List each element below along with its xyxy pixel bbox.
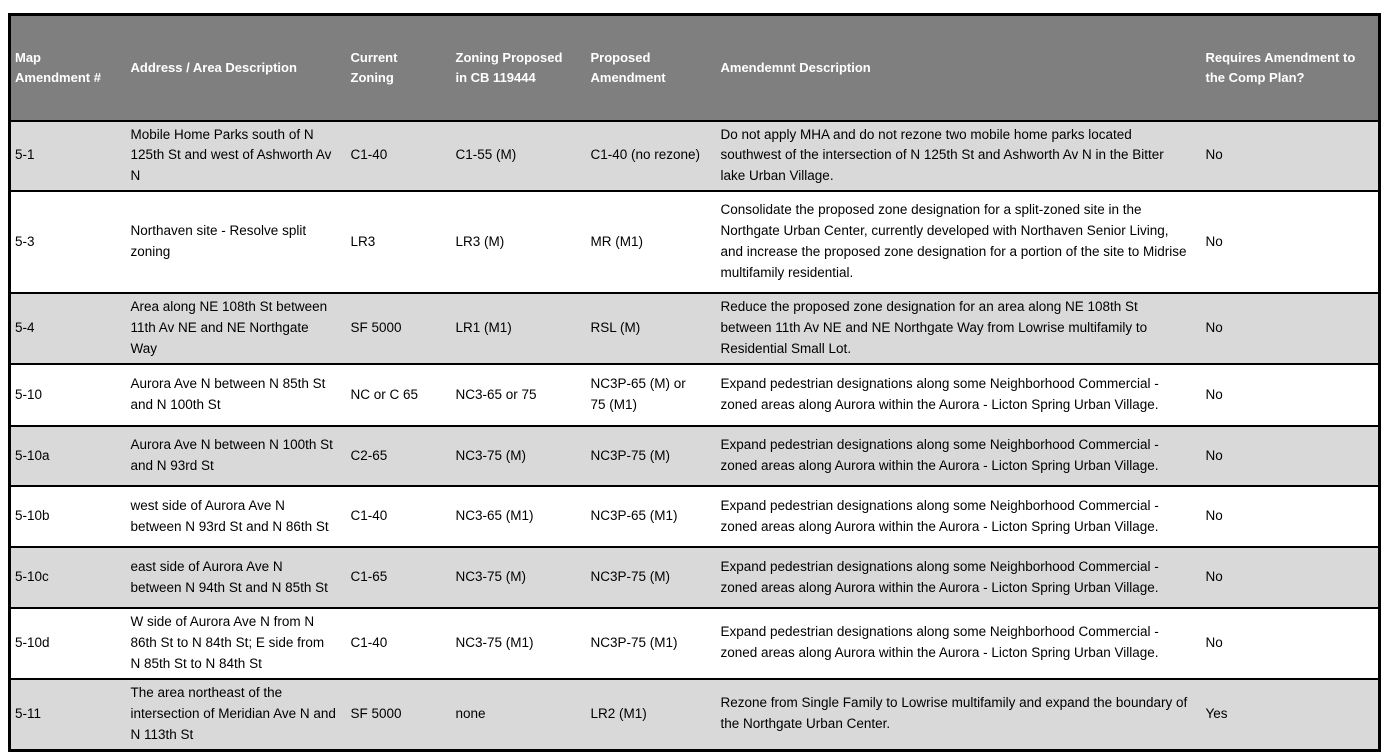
cell-zoning-cb: NC3-75 (M1) [452,608,587,679]
column-header-proposed-amendment: Proposed Amendment [587,15,715,121]
cell-description: Expand pedestrian designations along some Neighborhood Commercial - zoned areas along Aurora within the Aurora - Licton Spring Urban Village. [715,547,1202,608]
cell-current-zoning: NC or C 65 [347,364,452,426]
cell-address: Aurora Ave N between N 85th St and N 100th St [127,364,347,426]
cell-zoning-cb: none [452,679,587,750]
cell-address: west side of Aurora Ave N between N 93rd St and N 86th St [127,486,347,547]
cell-requires-comp-plan: No [1202,547,1380,608]
cell-proposed-amendment: NC3P-75 (M) [587,426,715,486]
cell-requires-comp-plan: No [1202,293,1380,364]
table-row [10,547,1380,608]
map-amendments-table [8,13,1381,752]
column-header-current-zoning: Current Zoning [347,15,452,121]
cell-map-amendment-id: 5-10d [10,608,127,679]
cell-zoning-cb: NC3-75 (M) [452,426,587,486]
cell-description: Expand pedestrian designations along some Neighborhood Commercial - zoned areas along Aurora within the Aurora - Licton Spring Urban Village. [715,426,1202,486]
cell-map-amendment-id: 5-4 [10,293,127,364]
cell-description: Rezone from Single Family to Lowrise multifamily and expand the boundary of the Northgate Urban Center. [715,679,1202,750]
cell-address: Aurora Ave N between N 100th St and N 93rd St [127,426,347,486]
cell-proposed-amendment: C1-40 (no rezone) [587,121,715,192]
cell-proposed-amendment: MR (M1) [587,191,715,293]
table-row [10,426,1380,486]
header-row [10,15,1380,121]
cell-proposed-amendment: NC3P-75 (M) [587,547,715,608]
cell-map-amendment-id: 5-10a [10,426,127,486]
cell-zoning-cb: NC3-65 or 75 [452,364,587,426]
column-header-address: Address / Area Description [127,15,347,121]
table-row [10,191,1380,293]
cell-address: Area along NE 108th St between 11th Av NE and NE Northgate Way [127,293,347,364]
cell-description: Expand pedestrian designations along some Neighborhood Commercial - zoned areas along Aurora within the Aurora - Licton Spring Urban Village. [715,608,1202,679]
cell-map-amendment-id: 5-10c [10,547,127,608]
column-header-requires-comp-plan: Requires Amendment to the Comp Plan? [1202,15,1380,121]
table-row [10,608,1380,679]
table-body [10,121,1380,751]
cell-address: Northaven site - Resolve split zoning [127,191,347,293]
table-row [10,121,1380,192]
cell-proposed-amendment: NC3P-75 (M1) [587,608,715,679]
cell-proposed-amendment: RSL (M) [587,293,715,364]
cell-map-amendment-id: 5-10b [10,486,127,547]
cell-proposed-amendment: NC3P-65 (M1) [587,486,715,547]
cell-description: Consolidate the proposed zone designation for a split-zoned site in the Northgate Urban Center, currently developed with Northaven Senior Living, and increase the proposed zone designation for a portion of the site to Midrise multifamily residential. [715,191,1202,293]
cell-current-zoning: C2-65 [347,426,452,486]
cell-current-zoning: LR3 [347,191,452,293]
cell-address: W side of Aurora Ave N from N 86th St to N 84th St; E side from N 85th St to N 84th St [127,608,347,679]
cell-current-zoning: SF 5000 [347,293,452,364]
cell-description: Expand pedestrian designations along some Neighborhood Commercial - zoned areas along Aurora within the Aurora - Licton Spring Urban Village. [715,364,1202,426]
cell-requires-comp-plan: No [1202,191,1380,293]
cell-zoning-cb: NC3-75 (M) [452,547,587,608]
cell-proposed-amendment: NC3P-65 (M) or 75 (M1) [587,364,715,426]
table-row [10,293,1380,364]
cell-map-amendment-id: 5-1 [10,121,127,192]
cell-current-zoning: C1-40 [347,486,452,547]
cell-map-amendment-id: 5-10 [10,364,127,426]
cell-address: Mobile Home Parks south of N 125th St and west of Ashworth Av N [127,121,347,192]
cell-requires-comp-plan: No [1202,426,1380,486]
cell-proposed-amendment: LR2 (M1) [587,679,715,750]
cell-description: Expand pedestrian designations along some Neighborhood Commercial - zoned areas along Aurora within the Aurora - Licton Spring Urban Village. [715,486,1202,547]
cell-current-zoning: SF 5000 [347,679,452,750]
cell-zoning-cb: NC3-65 (M1) [452,486,587,547]
cell-requires-comp-plan: No [1202,486,1380,547]
cell-zoning-cb: C1-55 (M) [452,121,587,192]
cell-requires-comp-plan: Yes [1202,679,1380,750]
table-row [10,486,1380,547]
cell-description: Reduce the proposed zone designation for an area along NE 108th St between 11th Av NE and NE Northgate Way from Lowrise multifamily to Residential Small Lot. [715,293,1202,364]
cell-requires-comp-plan: No [1202,121,1380,192]
cell-address: east side of Aurora Ave N between N 94th St and N 85th St [127,547,347,608]
column-header-zoning-cb: Zoning Proposed in CB 119444 [452,15,587,121]
cell-map-amendment-id: 5-3 [10,191,127,293]
cell-current-zoning: C1-65 [347,547,452,608]
table-row [10,679,1380,750]
cell-requires-comp-plan: No [1202,364,1380,426]
cell-current-zoning: C1-40 [347,608,452,679]
cell-map-amendment-id: 5-11 [10,679,127,750]
cell-description: Do not apply MHA and do not rezone two mobile home parks located southwest of the intersection of N 125th St and Ashworth Av N in the Bitter lake Urban Village. [715,121,1202,192]
cell-zoning-cb: LR1 (M1) [452,293,587,364]
column-header-description: Amendemnt Description [715,15,1202,121]
cell-address: The area northeast of the intersection of Meridian Ave N and N 113th St [127,679,347,750]
column-header-map-amendment: Map Amendment # [10,15,127,121]
cell-zoning-cb: LR3 (M) [452,191,587,293]
table-row [10,364,1380,426]
cell-current-zoning: C1-40 [347,121,452,192]
cell-requires-comp-plan: No [1202,608,1380,679]
table-header [10,15,1380,121]
